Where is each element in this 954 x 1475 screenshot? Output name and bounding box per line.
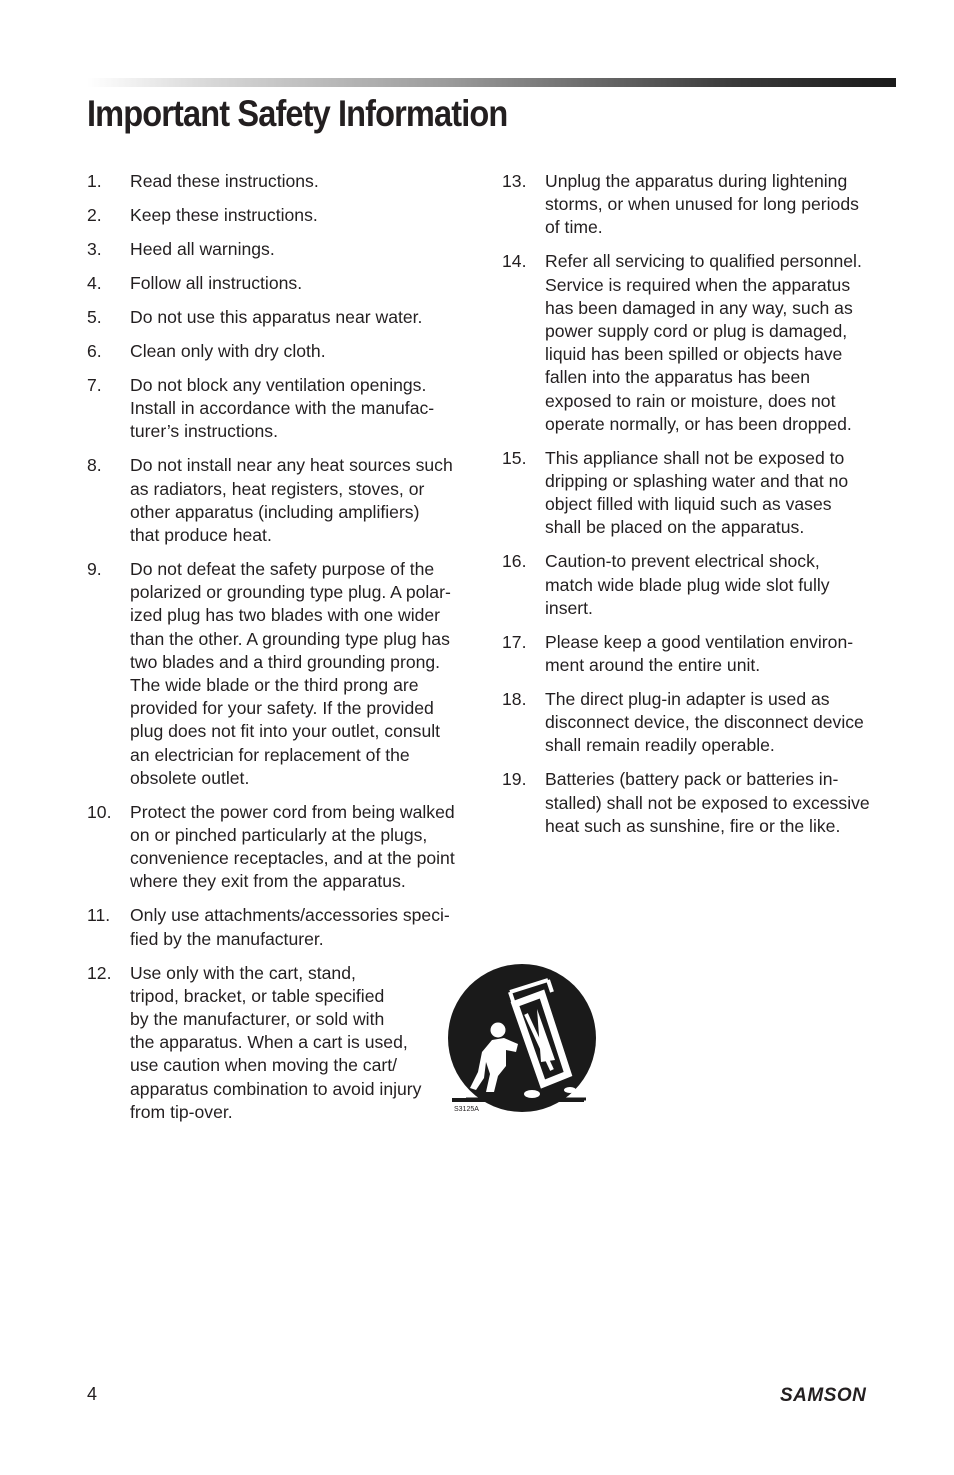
item-text: Caution-to prevent electrical shock, match wide blade plug wide slot fully insert. — [545, 551, 830, 618]
item-number: 9. — [87, 559, 102, 580]
item-text: Clean only with dry cloth. — [130, 341, 326, 361]
list-item — [87, 272, 483, 295]
item-text: Please keep a good ventilation environ- ment around the entire unit. — [545, 631, 854, 676]
item-number: 4. — [87, 273, 102, 293]
item-number: 16. — [502, 551, 527, 572]
item-number: 13. — [502, 171, 527, 191]
list-item — [87, 558, 483, 790]
item-text: Keep these instructions. — [130, 205, 318, 225]
safety-list-right — [502, 170, 896, 849]
list-item — [87, 374, 483, 444]
item-text: Heed all warnings. — [130, 239, 275, 259]
item-text: Only use attachments/accessories speci- fied by the manufacturer. — [130, 905, 450, 949]
list-item — [87, 340, 483, 363]
item-number: 2. — [87, 205, 102, 225]
item-number: 3. — [87, 239, 102, 259]
item-number: 18. — [502, 689, 527, 710]
item-number: 15. — [502, 447, 527, 468]
item-text: Do not use this apparatus near water. — [130, 307, 423, 327]
item-text: Use only with the cart, stand, tripod, bracket, or table specified by the manufacturer, or sold with the apparatus. When a cart is used, use caution when moving the cart/ apparatus combination to avoid injury from tip-over. — [130, 962, 422, 1122]
item-text: Batteries (battery pack or batteries in- stalled) shall not be exposed to excessive heat such as sunshine, fire or the like. — [545, 769, 870, 836]
item-text: Follow all instructions. — [130, 273, 303, 293]
brand-logo: SAMSON — [780, 1385, 867, 1406]
list-item — [87, 306, 483, 329]
item-text: Do not install near any heat sources such as radiators, heat registers, stoves, or other apparatus (including amplifiers) that produce heat. — [130, 455, 453, 546]
item-text: Unplug the apparatus during lightening storms, or when unused for long periods of time. — [545, 171, 859, 238]
list-item — [87, 454, 483, 547]
safety-list-left — [87, 170, 483, 1135]
item-number: 14. — [502, 251, 527, 272]
list-item — [87, 204, 483, 227]
list-item — [502, 768, 896, 838]
list-item — [502, 688, 896, 758]
figure-code: S3125A — [454, 1106, 479, 1113]
cart-tip-over-warning-icon — [440, 962, 600, 1122]
item-number: 12. — [87, 962, 112, 983]
page-number: 4 — [87, 1384, 98, 1404]
list-item — [502, 550, 896, 620]
item-number: 5. — [87, 307, 102, 327]
list-item — [87, 801, 483, 894]
list-item — [502, 447, 896, 540]
item-number: 8. — [87, 455, 102, 476]
item-number: 11. — [87, 905, 111, 926]
item-number: 19. — [502, 769, 527, 790]
list-item — [502, 631, 896, 677]
item-text: Do not defeat the safety purpose of the polarized or grounding type plug. A polar- ized plug has two blades with one wider than the other. A grounding type plug has two blades and a third grounding prong. The wide blade or the third prong are provided for your safety. If the provided plug does not fit into your outlet, consult an electrician for replacement of the obsolete outlet. — [130, 559, 451, 788]
item-number: 7. — [87, 375, 102, 395]
item-text: This appliance shall not be exposed to dripping or splashing water and that no object filled with liquid such as vases shall be placed on the apparatus. — [545, 447, 849, 538]
item-number: 17. — [502, 631, 527, 652]
item-number: 1. — [87, 171, 102, 191]
item-number: 10. — [87, 801, 112, 822]
item-text: Protect the power cord from being walked on or pinched particularly at the plugs, convenience receptacles, and at the point where they exit from the apparatus. — [130, 801, 455, 892]
list-item — [87, 904, 483, 950]
list-item — [87, 238, 483, 261]
item-text: Do not block any ventilation openings. Install in accordance with the manufac- turer’s instructions. — [130, 375, 435, 442]
list-item — [502, 170, 896, 240]
item-text: Refer all servicing to qualified personnel. Service is required when the apparatus has been damaged in any way, such as power supply cord or plug is damaged, liquid has been spilled or objects have fallen into the apparatus has been exposed to rain or moisture, does not operate normally, or has been dropped. — [545, 251, 862, 434]
list-item — [87, 962, 483, 1124]
item-text: Read these instructions. — [130, 171, 319, 191]
page-title: Important Safety Information — [87, 93, 508, 134]
header-rule — [87, 78, 896, 87]
item-text: The direct plug-in adapter is used as disconnect device, the disconnect device shall remain readily operable. — [545, 689, 864, 756]
list-item — [87, 170, 483, 193]
list-item — [502, 250, 896, 436]
item-number: 6. — [87, 341, 102, 361]
